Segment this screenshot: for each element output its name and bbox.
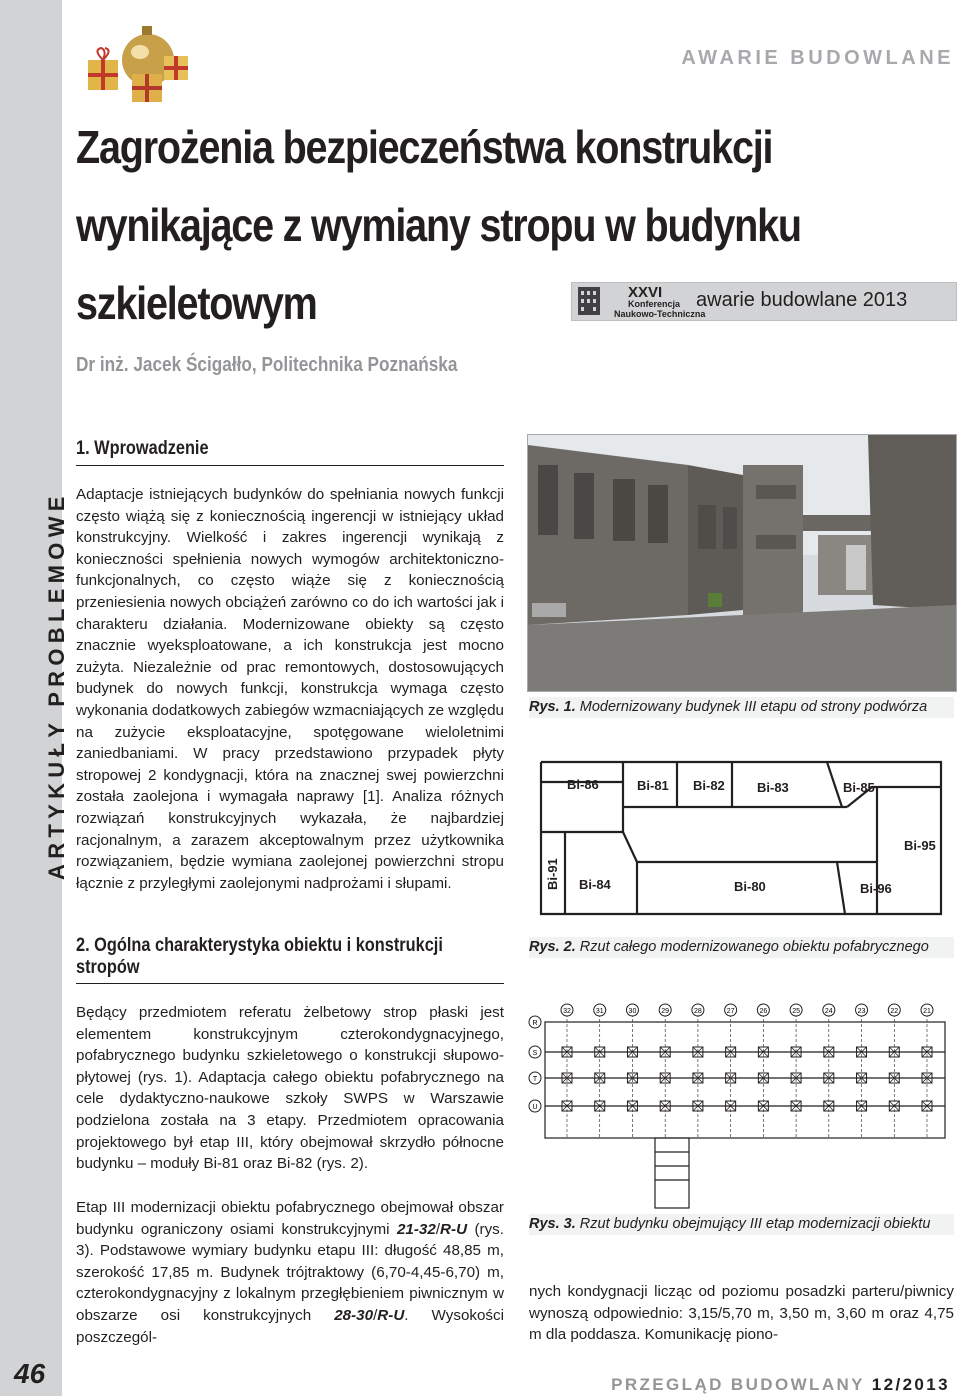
conference-name: awarie budowlane 2013 xyxy=(696,289,908,311)
conference-logo xyxy=(571,282,957,321)
figure-1-caption xyxy=(529,697,954,718)
axis-label: 30 xyxy=(628,1008,637,1015)
figure-2-caption xyxy=(529,937,954,958)
axis-label: 29 xyxy=(661,1008,670,1015)
issue-number: 12/2013 xyxy=(871,1375,950,1394)
conference-line1: Konferencja xyxy=(628,299,681,309)
axis-label: 26 xyxy=(759,1008,768,1015)
module-label: Bi-81 xyxy=(637,778,669,793)
title-line: wynikające z wymiany stropu w budynku xyxy=(76,199,801,251)
sidebar xyxy=(0,0,69,1396)
axis-label: 23 xyxy=(857,1008,866,1015)
axis-reference: R-U xyxy=(440,1220,468,1238)
figure-label: Rys. 1. xyxy=(529,699,576,715)
caption-text: Rzut budynku obejmujący III etap modernizacji obiektu xyxy=(575,1216,931,1232)
figure-label: Rys. 2. xyxy=(529,939,576,955)
section-2-paragraph-1: Będący przedmiotem referatu żelbetowy strop płaski jest elementem konstrukcyjnym czterokondygnacyjnego, pofabrycznego budynku szkieletowego o konstrukcji słupowo-płytowej (rys. 1). Adaptacja całego obiektu pofabrycznego na cele dydaktyczno-naukowe szkoły SWPS w Warszawie podzielona została na 3 etapy. Przedmiotem opracowania projektowego był etap III, który obejmował skrzydło północne budynku – moduły Bi-81 oraz Bi-82 (rys. 2). xyxy=(76,1004,504,1173)
building-photo xyxy=(528,435,956,691)
page-number: 46 xyxy=(14,1358,46,1389)
section-2-heading: 2. Ogólna charakterystyka obiektu i konstrukcji stropów xyxy=(76,935,443,978)
caption-text: Rzut całego modernizowanego obiektu pofabrycznego xyxy=(575,939,929,955)
title-line: szkieletowym xyxy=(76,277,317,329)
author: Dr inż. Jacek Ścigałło, Politechnika Poznańska xyxy=(76,354,458,376)
module-label: Bi-83 xyxy=(757,780,789,795)
figure-3-plan xyxy=(527,1002,955,1210)
row-axis-label: S xyxy=(532,1050,538,1057)
text-run: . Wysokości poszczegól- xyxy=(76,1306,504,1346)
christmas-gifts-icon xyxy=(78,16,194,108)
heading-rule xyxy=(76,465,504,466)
building-plan-diagram xyxy=(527,752,955,930)
figure-3-caption xyxy=(529,1214,954,1235)
row-axis-label: T xyxy=(532,1076,538,1083)
section-2-paragraph-3: nych kondygnacji licząc od poziomu posadzki parteru/piwnicy wynoszą odpowiednio: 3,15/5,70 m, 3,50 m, 3,60 m oraz 4,75 m dla poddasza. Komunikację piono- xyxy=(529,1283,954,1344)
text-run: / xyxy=(373,1306,378,1324)
axis-label: 27 xyxy=(726,1008,735,1015)
axis-label: 31 xyxy=(595,1008,604,1015)
building-icon xyxy=(578,287,600,315)
axis-reference: 28-30 xyxy=(334,1306,374,1324)
row-axis-label: R xyxy=(532,1020,538,1027)
figure-2-plan xyxy=(527,752,955,930)
text-run: Etap III modernizacji obiektu pofabrycznego obejmował obszar budynku ograniczony osiami konstrukcyjnymi xyxy=(76,1199,504,1238)
module-label: Bi-86 xyxy=(567,777,599,792)
axis-label: 25 xyxy=(792,1008,800,1015)
sidebar-label: ARTYKUŁY PROBLEMOWE xyxy=(44,491,69,880)
conference-number: XXVI xyxy=(628,284,663,301)
axis-reference: 21-32 xyxy=(396,1220,436,1238)
heading-rule xyxy=(76,983,504,984)
module-label: Bi-96 xyxy=(860,881,892,896)
module-label: Bi-84 xyxy=(579,877,611,892)
module-label: Bi-85 xyxy=(843,780,875,795)
row-axis-label: U xyxy=(532,1104,538,1111)
section-2-paragraph-2 xyxy=(76,1197,504,1348)
axis-label: 22 xyxy=(890,1008,899,1015)
title-line: Zagrożenia bezpieczeństwa konstrukcji xyxy=(76,121,773,173)
module-label: Bi-95 xyxy=(904,838,936,853)
conference-type xyxy=(614,299,705,319)
conference-line2: Naukowo-Techniczna xyxy=(614,309,706,319)
section-1-heading: 1. Wprowadzenie xyxy=(76,438,209,459)
text-run: (rys. 3). Podstawowe wymiary budynku etapu III: długość 48,85 m, szerokość 17,85 m. Budynek trójtraktowy (6,70-4,45-6,70) m, czterokondygnacyjny z lokalnym przegłębieniem piwnicznym w obszarze osi konstrukcyjnych xyxy=(76,1220,504,1324)
magazine-name: PRZEGLĄD BUDOWLANY xyxy=(611,1375,865,1394)
module-label: Bi-82 xyxy=(693,778,725,793)
axis-label: 32 xyxy=(563,1008,571,1015)
figure-1-photo xyxy=(527,434,957,692)
text-run: / xyxy=(435,1220,441,1238)
section-tag: AWARIE BUDOWLANE xyxy=(681,47,954,69)
axis-reference: R-U xyxy=(377,1306,405,1324)
module-label: Bi-91 xyxy=(545,858,560,890)
axis-label: 24 xyxy=(824,1008,833,1015)
magazine-footer xyxy=(611,1375,950,1395)
floor-plan-diagram xyxy=(527,1002,955,1210)
section-1-text: Adaptacje istniejących budynków do spełniania nowych funkcji często wiążą się z koniecznością ingerencji w istniejący układ konstrukcyjny. Wielkość i zakres ingerencji wynikają z konieczności spełnienia nowych wymogów architektoniczno-funkcjonalnych, co często wiąże się z koniecznością przeniesienia nowych obciążeń zarówno co do ich wartości jak i charakteru działania. Modernizowane obiekty są często znacznie wyeksploatowane, a ich konstrukcja jest mocno zużyta. Niezależnie od prac remontowych, dostosowujących budynek do nowych funkcji, konstrukcja wymaga często wykonania dodatkowych zabiegów wzmacniających ze względu na zużycie eksploatacyjne, spotęgowane wieloletnimi zaniedbaniami. W pracy przedstawiono przypadek płyty stropowej 2 kondygnacji, która na znacznej swej powierzchni została zaolejona i wymagała naprawy [1]. Analiza różnych rozwiązań konstrukcyjnych wykazała, że najbardziej racjonalnym, a zarazem akceptowalnym przez użytkownika rozwiązaniem, będzie wymiana zaolejonej powierzchni stropu łącznie z przyległymi zaolejonymi nadprożami i słupami. xyxy=(76,486,505,892)
module-label: Bi-80 xyxy=(734,879,766,894)
caption-text: Modernizowany budynek III etapu od strony podwórza xyxy=(575,699,928,715)
figure-label: Rys. 3. xyxy=(529,1216,576,1232)
axis-label: 28 xyxy=(694,1008,702,1015)
axis-label: 21 xyxy=(923,1008,931,1015)
